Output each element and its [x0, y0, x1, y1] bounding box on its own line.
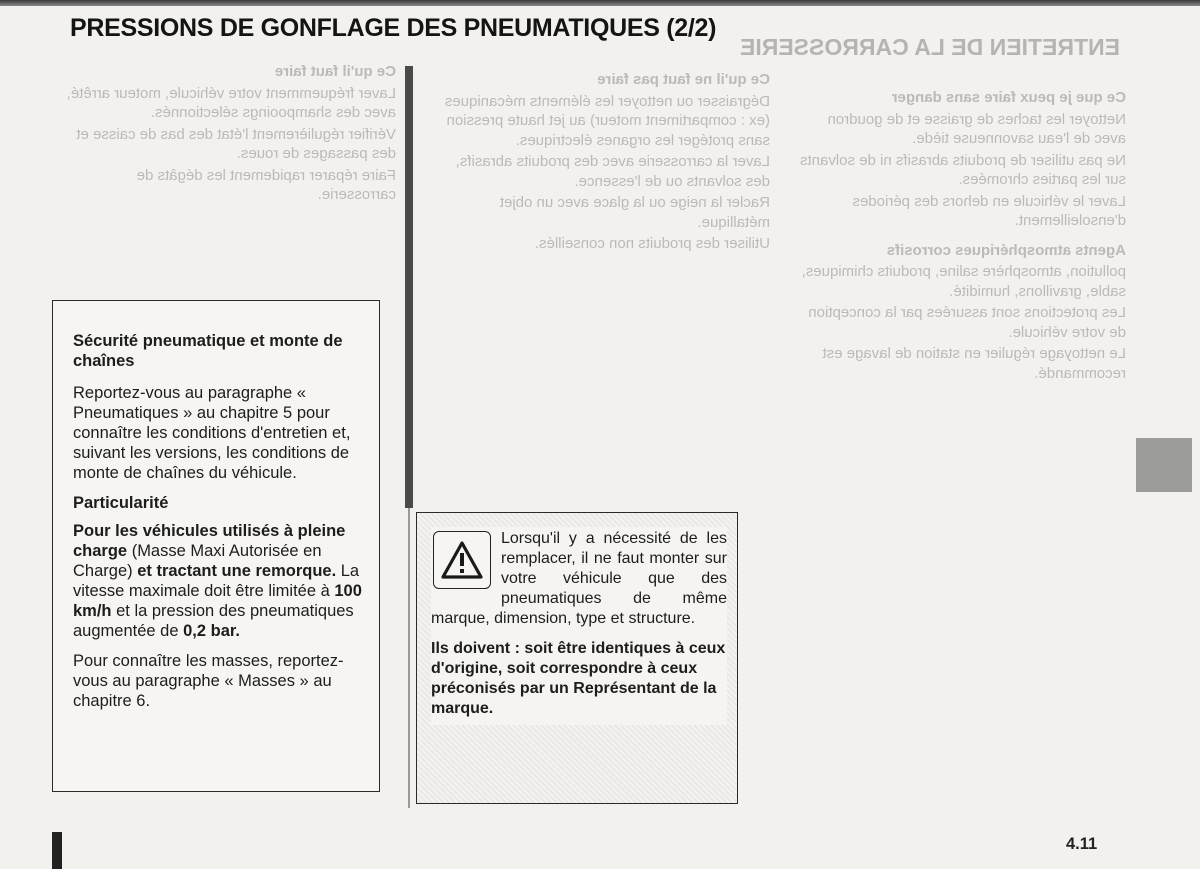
bold-text: Pour les véhicules utilisés à pleine charge [73, 522, 346, 560]
page-margin-marker [52, 832, 62, 869]
bleed-through-line: Racler la neige ou la glace avec un objet métallique. [499, 194, 770, 231]
full-load-towing-paragraph [73, 521, 366, 641]
particularity-heading: Particularité [73, 494, 169, 512]
bleed-through-line: Ce que je peux faire sans danger [891, 89, 1126, 106]
body-text: et la pression des pneumatiques augmentée de [73, 602, 354, 640]
bleed-through-line: Ce qu'il ne faut pas faire [597, 71, 770, 88]
warning-triangle-icon [433, 531, 491, 589]
tyre-safety-info-box [52, 300, 380, 792]
bleed-through-line: Agents atmosphériques corrosifs [886, 241, 1126, 259]
warning-bold-text: Ils doivent : soit être identiques à ceux d'origine, soit correspondre à ceux préconisés par un Représentant de la marque. [431, 640, 726, 717]
bleed-through-line: Le nettoyage régulier en station de lavage est recommandé. [822, 345, 1126, 382]
bleed-through-line: Ne pas utiliser de produits abrasifs ni de solvants sur les parties chromées. [799, 151, 1126, 188]
bleed-through-line: Vérifier régulièrement l'état des bas de caisse et des passages de roues. [76, 125, 396, 162]
bleed-through-column-left [66, 62, 396, 292]
masses-reference-paragraph: Pour connaître les masses, reportez-vous au paragraphe « Masses » au chapitre 6. [73, 652, 344, 710]
bleed-through-line: Faire réparer rapidement les dégâts de carrosserie. [136, 166, 396, 203]
bleed-through-line: Laver fréquemment votre véhicule, moteur arrêté, avec des shampooings sélectionnés. [66, 84, 396, 121]
column-divider-lower [408, 508, 410, 808]
bleed-through-column-right [796, 88, 1126, 648]
warning-content [431, 527, 727, 725]
page-title: PRESSIONS DE GONFLAGE DES PNEUMATIQUES (2/2) [70, 14, 717, 42]
column-divider [405, 66, 413, 508]
body-text: La vitesse maximale doit être limitée à [73, 562, 360, 600]
bold-text: et tractant une remorque. [137, 562, 337, 580]
bleed-through-line: Laver la carrosserie avec des produits abrasifs, des solvants ou de l'essence. [455, 153, 770, 190]
warning-text: Lorsqu'il y a nécessité de les remplacer, il ne faut monter sur votre véhicule que des pneumatiques de même marque, dimension, type et structure. [431, 530, 727, 627]
bleed-through-line: Ce qu'il faut faire [274, 63, 396, 80]
info-box-heading: Sécurité pneumatique et monte de chaînes [73, 332, 343, 370]
body-text: (Masse Maxi Autorisée en Charge) [73, 542, 322, 580]
info-box-paragraph: Reportez-vous au paragraphe « Pneumatiques » au chapitre 5 pour connaître les conditions d'entretien et, suivant les versions, les conditions de monte de chaînes du véhicule. [73, 384, 351, 482]
bleed-through-line: Laver le véhicule en dehors des périodes d'ensoleillement. [852, 192, 1126, 229]
bleed-through-line: Nettoyer les taches de graisse et de goudron avec de l'eau savonneuse tiède. [827, 110, 1126, 147]
warning-box [416, 512, 738, 804]
speed-limit-value: 100 km/h [73, 582, 362, 620]
page-number: 4.11 [1066, 835, 1098, 853]
bleed-through-line: Utiliser des produits non conseillés. [534, 235, 770, 252]
bleed-through-column-middle [430, 70, 770, 500]
bleed-through-line: pollution, atmosphère saline, produits chimiques, sable, gravillons, humidité. [801, 263, 1126, 300]
pressure-increase-value: 0,2 bar. [183, 622, 240, 640]
bleed-through-title: ENTRETIEN DE LA CARROSSERIE [740, 34, 1120, 60]
page-top-edge [0, 0, 1200, 6]
bleed-through-line: Les protections sont assurées par la conception de votre véhicule. [808, 304, 1126, 341]
chapter-side-tab [1136, 438, 1192, 492]
bleed-through-line: Dégraisser ou nettoyer les éléments mécaniques (ex : compartiment moteur) au jet haute pression sans protéger les organes électriques. [444, 92, 770, 149]
